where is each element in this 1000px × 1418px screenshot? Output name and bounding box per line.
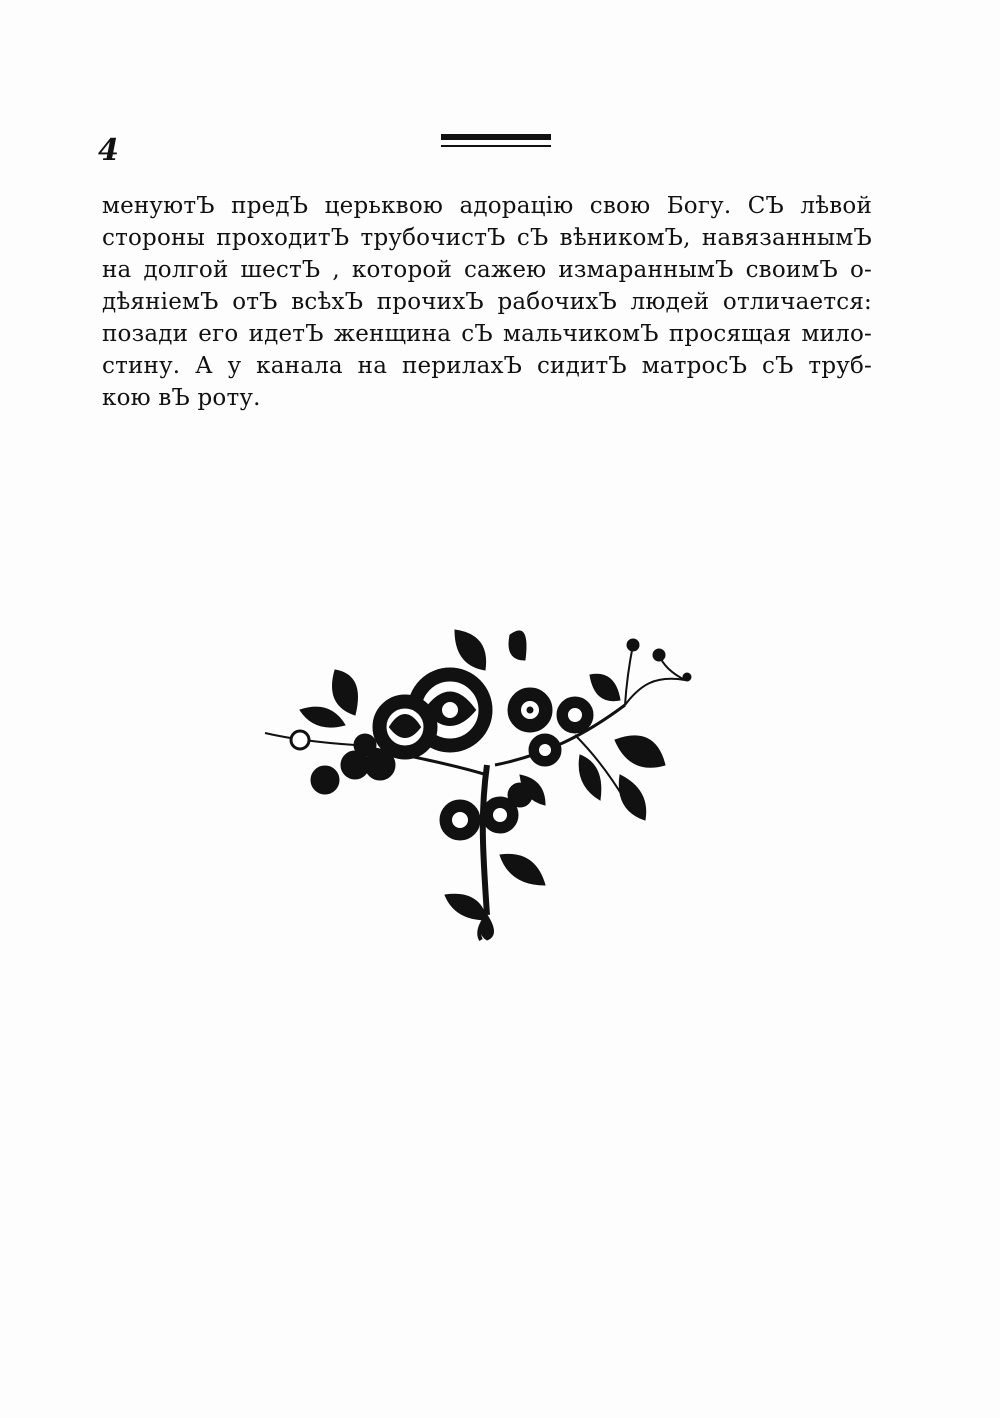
text-line: стину. А у канала на перилахЪ сидитЪ матросЪ сЪ труб- [102,353,872,379]
text-line: кою вЪ роту. [102,385,261,411]
text-line: менуютЪ предЪ церьквою адорацію свою Богу. СЪ лѣвой [102,193,872,219]
text-line: на долгой шестЪ , которой сажею измараннымЪ своимЪ о- [102,257,872,283]
text-line: стороны проходитЪ трубочистЪ сЪ вѣникомЪ, навязаннымЪ [102,225,872,251]
floral-bouquet-icon [255,615,700,945]
page-number: 4 [98,133,119,168]
text-line: позади его идетЪ женщина сЪ мальчикомЪ просящая мило- [102,321,872,347]
text-line: дѣяніемЪ отЪ всѣхЪ прочихЪ рабочихЪ людей отличается: [102,289,872,315]
header-double-rule [441,134,551,152]
body-paragraph [102,190,872,414]
